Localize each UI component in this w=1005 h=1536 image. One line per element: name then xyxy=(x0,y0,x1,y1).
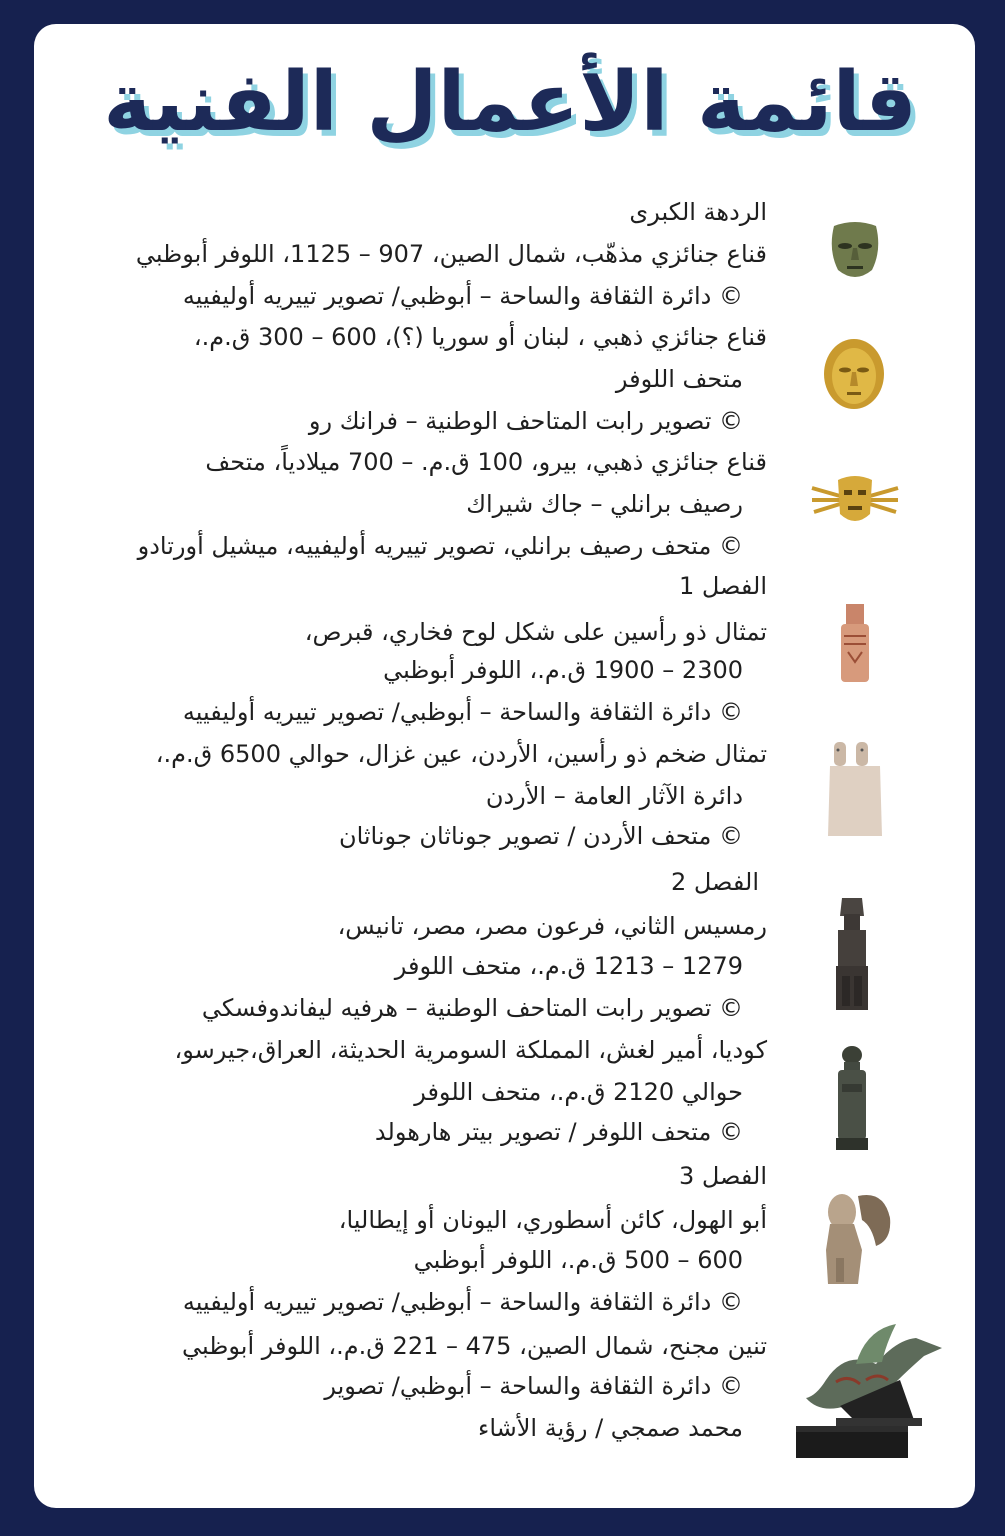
section-heading-chapter-2: الفصل 2 xyxy=(670,868,759,896)
artwork-entry-continuation: متحف اللوفر xyxy=(615,365,743,393)
credit-line: © تصوير رابت المتاحف الوطنية – فرانك رو xyxy=(308,407,743,435)
credit-line: © متحف رصيف برانلي، تصوير تييريه أوليفييه، ميشيل أورتادو xyxy=(137,532,743,560)
credit-line: © متحف الأردن / تصوير جوناثان جوناثان xyxy=(338,822,743,850)
artwork-entry-ain-ghazal-statue: تمثال ضخم ذو رأسين، الأردن، عين غزال، حوالي 6500 ق.م.، xyxy=(155,740,767,768)
artwork-entry-continuation: رصيف برانلي – جاك شيراك xyxy=(466,490,743,518)
section-heading-chapter-3: الفصل 3 xyxy=(678,1162,767,1190)
artwork-entry-ramesses: رمسيس الثاني، فرعون مصر، مصر، تانيس، xyxy=(337,912,767,940)
artwork-entry-continuation: دائرة الآثار العامة – الأردن xyxy=(485,782,743,810)
gudea-statue-image xyxy=(832,1046,872,1152)
winged-dragon-image xyxy=(796,1310,944,1460)
ain-ghazal-statue-image xyxy=(826,740,884,838)
credit-line: © تصوير رابت المتاحف الوطنية – هرفيه ليفاندوفسكي xyxy=(201,994,743,1022)
credit-line-continuation: محمد صمجي / رؤية الأشاء xyxy=(478,1414,743,1442)
artwork-entry-continuation: 2300 – 1900 ق.م.، اللوفر أبوظبي xyxy=(383,656,743,684)
gold-mask-lebanon-image xyxy=(822,338,886,410)
credit-line: © دائرة الثقافة والساحة – أبوظبي/ تصوير تييريه أوليفييه xyxy=(182,1288,743,1316)
artwork-entry-continuation: 600 – 500 ق.م.، اللوفر أبوظبي xyxy=(413,1246,743,1274)
gold-mask-peru-image xyxy=(810,470,900,532)
artwork-entry-gold-mask-lebanon: قناع جنائزي ذهبي ، لبنان أو سوريا (؟)، 600 – 300 ق.م.، xyxy=(193,323,767,351)
credit-line: © دائرة الثقافة والساحة – أبوظبي/ تصوير تييريه أوليفييه xyxy=(182,698,743,726)
page-title: قائمة الأعمال الفنية xyxy=(103,55,917,150)
credit-line: © دائرة الثقافة والساحة – أبوظبي/ تصوير xyxy=(324,1372,743,1400)
section-heading-grand-hall: الردهة الكبرى xyxy=(629,198,767,226)
plank-figure-image xyxy=(838,602,872,686)
artwork-entry-continuation: 1279 – 1213 ق.م.، متحف اللوفر xyxy=(394,952,743,980)
artwork-entry-gold-mask-peru: قناع جنائزي ذهبي، بيرو، 100 ق.م. – 700 ميلادياً، متحف xyxy=(205,448,767,476)
artwork-entry-sphinx: أبو الهول، كائن أسطوري، اليونان أو إيطاليا، xyxy=(338,1206,767,1234)
artwork-entry-gilded-mask: قناع جنائزي مذهّب، شمال الصين، 907 – 1125، اللوفر أبوظبي xyxy=(135,240,767,268)
section-heading-chapter-1: الفصل 1 xyxy=(678,572,767,600)
artwork-entry-winged-dragon: تنين مجنح، شمال الصين، 475 – 221 ق.م.، اللوفر أبوظبي xyxy=(182,1332,767,1360)
credit-line: © متحف اللوفر / تصوير بيتر هارهولد xyxy=(374,1118,743,1146)
artwork-entry-gudea: كوديا، أمير لغش، المملكة السومرية الحديثة، العراق،جيرسو، xyxy=(174,1036,767,1064)
credit-line: © دائرة الثقافة والساحة – أبوظبي/ تصوير تييريه أوليفييه xyxy=(182,282,743,310)
gilded-mask-image xyxy=(826,220,884,282)
sphinx-image xyxy=(822,1190,894,1286)
ramesses-statue-image xyxy=(832,896,872,1012)
artwork-entry-continuation: حوالي 2120 ق.م.، متحف اللوفر xyxy=(414,1078,743,1106)
artwork-entry-plank-figure: تمثال ذو رأسين على شكل لوح فخاري، قبرص، xyxy=(304,618,767,646)
